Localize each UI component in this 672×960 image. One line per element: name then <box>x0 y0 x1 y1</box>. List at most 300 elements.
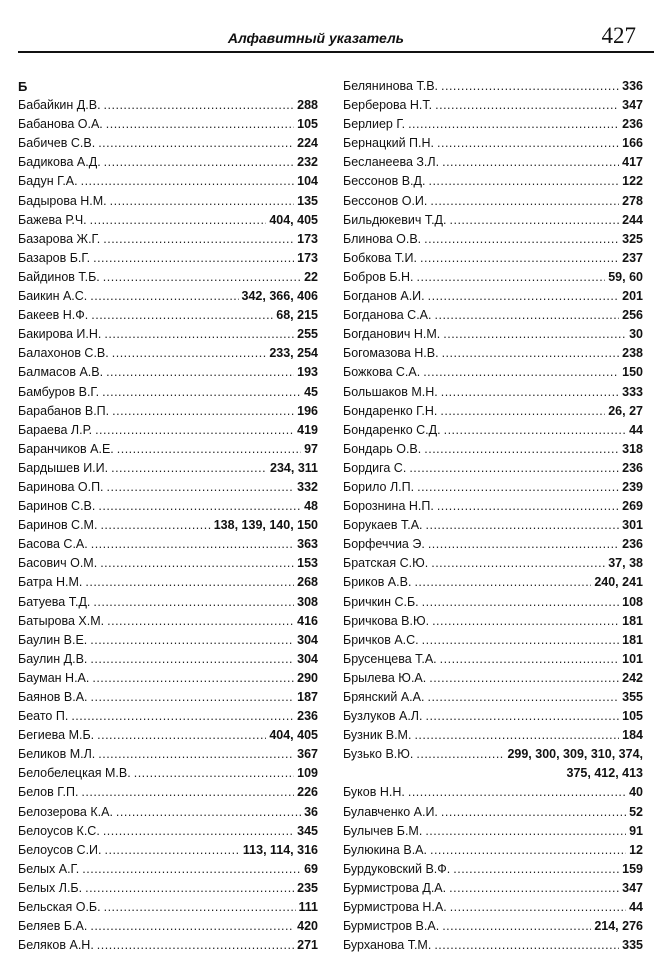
entry-name: Бакеев Н.Ф. <box>18 308 89 323</box>
dot-leader <box>134 764 294 783</box>
index-entry <box>343 860 643 879</box>
dot-leader <box>441 77 619 96</box>
index-entry <box>343 745 643 764</box>
index-column-left <box>18 77 318 955</box>
entry-pages: 226 <box>297 785 318 800</box>
dot-leader <box>93 593 294 612</box>
entry-name: Бесланеева З.Л. <box>343 155 440 170</box>
dot-leader <box>440 402 605 421</box>
index-entry <box>343 535 643 554</box>
dot-leader <box>103 230 294 249</box>
entry-name: Беляев Б.А. <box>18 919 88 934</box>
entry-name: Бобров Б.Н. <box>343 269 414 284</box>
entry-pages: 234, 311 <box>270 460 318 475</box>
dot-leader <box>427 688 619 707</box>
entry-pages: 256 <box>622 308 643 323</box>
dot-leader <box>82 860 301 879</box>
entry-pages: 101 <box>622 651 643 666</box>
index-entry <box>343 230 643 249</box>
index-entry <box>343 516 643 535</box>
entry-name: Базарова Ж.Г. <box>18 231 101 246</box>
dot-leader <box>100 554 294 573</box>
dot-leader <box>97 726 266 745</box>
dot-leader <box>98 134 294 153</box>
entry-pages: 159 <box>622 861 643 876</box>
entry-pages: 153 <box>297 556 318 571</box>
entry-pages-continuation: 375, 412, 413 <box>566 766 643 781</box>
entry-name: Баринова О.П. <box>18 479 104 494</box>
entry-name: Барабанов В.П. <box>18 403 110 418</box>
dot-leader <box>91 688 295 707</box>
entry-name: Буков Н.Н. <box>343 785 405 800</box>
entry-name: Блинова О.В. <box>343 231 422 246</box>
index-entry <box>343 383 643 402</box>
index-entry <box>18 803 318 822</box>
dot-leader <box>81 783 294 802</box>
entry-name: Бабичев С.В. <box>18 136 96 151</box>
index-entry <box>343 402 643 421</box>
entry-pages: 44 <box>629 422 643 437</box>
dot-leader <box>450 898 626 917</box>
index-entry <box>343 841 643 860</box>
entry-name: Бауман Н.А. <box>18 670 90 685</box>
entry-pages: 363 <box>297 537 318 552</box>
entry-pages: 308 <box>297 594 318 609</box>
index-entry <box>18 172 318 191</box>
entry-pages: 193 <box>297 365 318 380</box>
entry-pages: 355 <box>622 690 643 704</box>
entry-pages: 113, 114, 316 <box>242 842 318 857</box>
dot-leader <box>104 898 296 917</box>
index-entry <box>18 688 318 707</box>
index-entry <box>343 726 643 745</box>
entry-pages: 166 <box>622 136 643 151</box>
entry-name: Бабайкин Д.В. <box>18 98 101 113</box>
section-letter: Б <box>18 79 28 94</box>
entry-name: Бельская О.Б. <box>18 900 101 915</box>
index-entry <box>343 192 643 211</box>
entry-pages: 420 <box>297 919 318 934</box>
entry-name: Берберова Н.Т. <box>343 98 433 113</box>
entry-pages: 214, 276 <box>594 919 643 934</box>
entry-name: Басович О.М. <box>18 556 98 571</box>
entry-name: Батуева Т.Д. <box>18 594 91 609</box>
entry-pages: 181 <box>622 613 643 628</box>
index-entry <box>343 554 643 573</box>
entry-pages: 325 <box>622 231 643 246</box>
entry-name: Бузько В.Ю. <box>343 747 414 762</box>
dot-leader <box>106 115 294 134</box>
entry-name: Бурмистров В.А. <box>343 919 440 934</box>
index-entry <box>343 573 643 592</box>
dot-leader <box>105 841 240 860</box>
dot-leader <box>449 879 619 898</box>
index-entry <box>18 383 318 402</box>
dot-leader <box>417 268 606 287</box>
entry-name: Бордига С. <box>343 460 407 475</box>
entry-name: Бадун Г.А. <box>18 174 78 189</box>
entry-pages: 236 <box>622 117 643 132</box>
index-entry <box>343 497 643 516</box>
entry-pages: 181 <box>622 632 643 647</box>
entry-name: Бондарь О.В. <box>343 441 422 456</box>
index-entry <box>18 363 318 382</box>
dot-leader <box>100 516 210 535</box>
entry-pages: 22 <box>304 269 318 284</box>
entry-name: Булычев Б.М. <box>343 823 423 838</box>
dot-leader <box>110 192 294 211</box>
dot-leader <box>417 478 619 497</box>
dot-leader <box>437 497 619 516</box>
entry-pages: 237 <box>622 250 643 265</box>
entry-name: Бурмистрова Д.А. <box>343 880 447 895</box>
entry-pages: 105 <box>297 117 318 132</box>
dot-leader <box>425 822 626 841</box>
dot-leader <box>71 707 294 726</box>
dot-leader <box>116 803 301 822</box>
dot-leader <box>453 860 619 879</box>
entry-pages: 135 <box>297 193 318 208</box>
dot-leader <box>428 172 619 191</box>
entry-name: Бегиева М.Б. <box>18 728 95 743</box>
entry-pages: 304 <box>297 651 318 666</box>
dot-leader <box>97 936 294 955</box>
dot-leader <box>90 631 294 650</box>
entry-name: Баулин В.Е. <box>18 632 88 647</box>
dot-leader <box>414 726 619 745</box>
dot-leader <box>85 573 294 592</box>
entry-name: Бурдуковский В.Ф. <box>343 861 451 876</box>
entry-name: Белянинова Т.В. <box>343 79 439 93</box>
entry-name: Бараева Л.Р. <box>18 422 93 437</box>
index-entry <box>18 440 318 459</box>
dot-leader <box>422 593 619 612</box>
entry-name: Бондаренко Г.Н. <box>343 403 438 418</box>
index-entry <box>18 783 318 802</box>
entry-name: Борукаев Т.А. <box>343 518 423 533</box>
index-entry <box>343 631 643 650</box>
entry-pages: 335 <box>622 938 643 953</box>
entry-pages: 68, 215 <box>276 308 318 323</box>
index-entry <box>343 172 643 191</box>
dot-leader <box>117 440 301 459</box>
index-entry <box>18 764 318 783</box>
dot-leader <box>408 783 626 802</box>
entry-pages: 404, 405 <box>269 728 318 743</box>
dot-leader <box>103 268 301 287</box>
entry-pages: 336 <box>622 79 643 93</box>
index-entry <box>343 459 643 478</box>
index-entry <box>343 287 643 306</box>
index-entry <box>343 211 643 230</box>
entry-pages: 288 <box>297 98 318 113</box>
entry-name: Батра Н.М. <box>18 575 83 590</box>
entry-name: Батырова Х.М. <box>18 613 105 628</box>
dot-leader <box>437 134 619 153</box>
index-entry <box>343 344 643 363</box>
index-entry <box>18 459 318 478</box>
index-entry <box>18 879 318 898</box>
entry-name: Бричкин С.Б. <box>343 594 419 609</box>
entry-name: Баулин Д.В. <box>18 651 88 666</box>
entry-pages: 233, 254 <box>269 346 318 361</box>
entry-pages: 232 <box>297 155 318 170</box>
index-entry <box>18 898 318 917</box>
entry-name: Балмасов А.В. <box>18 365 104 380</box>
entry-pages: 69 <box>304 861 318 876</box>
entry-name: Борило Л.П. <box>343 479 415 494</box>
entry-pages: 111 <box>298 900 318 915</box>
entry-name: Бадырова Н.М. <box>18 193 107 208</box>
index-entry <box>18 535 318 554</box>
entry-pages: 48 <box>304 499 318 514</box>
entry-pages: 59, 60 <box>608 269 643 284</box>
entry-pages: 238 <box>622 346 643 361</box>
dot-leader <box>420 249 619 268</box>
entry-name: Бриков А.В. <box>343 575 412 590</box>
index-entry <box>18 650 318 669</box>
entry-name: Басова С.А. <box>18 537 88 552</box>
entry-pages: 97 <box>304 441 318 456</box>
index-entry <box>18 612 318 631</box>
entry-name: Беликов М.Л. <box>18 747 96 762</box>
index-entry <box>18 745 318 764</box>
entry-name: Богданович Н.М. <box>343 327 441 342</box>
dot-leader <box>440 650 619 669</box>
index-entry <box>343 803 643 822</box>
index-entry-continuation <box>343 764 643 783</box>
dot-leader <box>93 249 294 268</box>
index-entry <box>18 841 318 860</box>
entry-name: Бамбуров В.Г. <box>18 384 100 399</box>
entry-pages: 52 <box>629 804 643 819</box>
index-entry <box>18 230 318 249</box>
entry-pages: 105 <box>622 709 643 724</box>
index-entry <box>18 306 318 325</box>
entry-pages: 45 <box>304 384 318 399</box>
entry-pages: 201 <box>622 289 643 304</box>
dot-leader <box>85 879 294 898</box>
index-entry <box>343 421 643 440</box>
dot-leader <box>444 421 627 440</box>
entry-name: Бузлуков А.Л. <box>343 709 423 724</box>
entry-name: Бессонов О.И. <box>343 193 428 208</box>
entry-pages: 268 <box>297 575 318 590</box>
entry-name: Белозерова К.А. <box>18 804 113 819</box>
entry-pages: 36 <box>304 804 318 819</box>
index-entry <box>343 612 643 631</box>
entry-name: Бажева Р.Ч. <box>18 212 87 227</box>
entry-name: Братская С.Ю. <box>343 556 429 571</box>
dot-leader <box>104 153 294 172</box>
index-entry <box>343 268 643 287</box>
entry-name: Брусенцева Т.А. <box>343 651 437 666</box>
index-entry <box>343 96 643 115</box>
entry-pages: 40 <box>629 785 643 800</box>
entry-name: Бобкова Т.И. <box>343 250 417 265</box>
entry-name: Бадикова А.Д. <box>18 155 101 170</box>
entry-name: Бессонов В.Д. <box>343 174 426 189</box>
dot-leader <box>441 803 626 822</box>
entry-pages: 196 <box>297 403 318 418</box>
dot-leader <box>430 192 619 211</box>
dot-leader <box>98 745 294 764</box>
index-entry <box>18 554 318 573</box>
dot-leader <box>442 153 619 172</box>
entry-pages: 30 <box>629 327 643 342</box>
dot-leader <box>92 669 294 688</box>
dot-leader <box>442 917 591 936</box>
index-entry <box>18 707 318 726</box>
dot-leader <box>429 669 619 688</box>
entry-name: Белобелецкая М.В. <box>18 766 131 781</box>
index-entry <box>18 631 318 650</box>
dot-leader <box>95 421 294 440</box>
index-entry <box>343 688 643 707</box>
dot-leader <box>107 478 295 497</box>
dot-leader <box>104 96 295 115</box>
entry-pages: 187 <box>297 690 318 704</box>
entry-name: Богданов А.И. <box>343 289 425 304</box>
entry-name: Бильдюкевич Т.Д. <box>343 212 447 227</box>
entry-name: Базаров Б.Г. <box>18 250 91 265</box>
entry-pages: 108 <box>622 594 643 609</box>
entry-pages: 347 <box>622 98 643 113</box>
entry-name: Брылева Ю.А. <box>343 670 427 685</box>
entry-name: Борознина Н.П. <box>343 499 434 514</box>
dot-leader <box>428 287 620 306</box>
entry-name: Баянов В.А. <box>18 690 88 704</box>
entry-pages: 318 <box>622 441 643 456</box>
dot-leader <box>91 535 294 554</box>
index-entry <box>18 211 318 230</box>
dot-leader <box>111 459 267 478</box>
dot-leader <box>112 402 294 421</box>
dot-leader <box>422 631 620 650</box>
index-entry <box>18 153 318 172</box>
entry-pages: 37, 38 <box>608 556 643 571</box>
page-number: 427 <box>601 23 636 48</box>
entry-name: Берлиер Г. <box>343 117 406 132</box>
entry-name: Белоусов К.С. <box>18 823 100 838</box>
dot-leader <box>91 306 273 325</box>
dot-leader <box>90 650 294 669</box>
entry-pages: 104 <box>297 174 318 189</box>
running-title: Алфавитный указатель <box>227 30 404 46</box>
dot-leader <box>435 306 620 325</box>
entry-pages: 224 <box>297 136 318 151</box>
dot-leader <box>432 612 619 631</box>
index-entry <box>18 325 318 344</box>
entry-name: Бакирова И.Н. <box>18 327 102 342</box>
index-entry <box>343 707 643 726</box>
entry-pages: 416 <box>297 613 318 628</box>
dot-leader <box>103 822 294 841</box>
entry-pages: 367 <box>297 747 318 762</box>
index-entry <box>18 573 318 592</box>
index-entry <box>18 96 318 115</box>
entry-pages: 91 <box>629 823 643 838</box>
entry-pages: 347 <box>622 880 643 895</box>
dot-leader <box>98 497 301 516</box>
entry-name: Белых А.Г. <box>18 861 80 876</box>
entry-pages: 236 <box>297 709 318 724</box>
entry-pages: 269 <box>622 499 643 514</box>
index-entry <box>18 115 318 134</box>
entry-name: Бузник В.М. <box>343 728 412 743</box>
entry-name: Белов Г.П. <box>18 785 79 800</box>
entry-pages: 109 <box>297 766 318 781</box>
entry-pages: 301 <box>622 518 643 533</box>
entry-name: Бричков А.С. <box>343 632 419 647</box>
index-entry <box>18 936 318 955</box>
dot-leader <box>423 363 619 382</box>
index-entry <box>343 593 643 612</box>
index-entry <box>343 440 643 459</box>
index-entry <box>18 249 318 268</box>
dot-leader <box>425 707 619 726</box>
dot-leader <box>426 516 620 535</box>
entry-pages: 173 <box>297 250 318 265</box>
dot-leader <box>81 172 295 191</box>
entry-name: Борфеччиа Э. <box>343 537 425 552</box>
index-entry <box>343 153 643 172</box>
entry-pages: 173 <box>297 231 318 246</box>
entry-name: Баринов С.В. <box>18 499 96 514</box>
entry-pages: 26, 27 <box>608 403 643 418</box>
dot-leader <box>441 383 619 402</box>
entry-name: Булюкина В.А. <box>343 842 427 857</box>
dot-leader <box>424 230 619 249</box>
entry-name: Баранчиков А.Е. <box>18 441 114 456</box>
entry-name: Брянский А.А. <box>343 690 425 704</box>
index-entry <box>343 134 643 153</box>
entry-name: Бабанова О.А. <box>18 117 103 132</box>
entry-name: Бернацкий П.Н. <box>343 136 434 151</box>
entry-name: Бурханова Т.М. <box>343 938 432 953</box>
dot-leader <box>414 573 591 592</box>
index-entry <box>18 917 318 936</box>
dot-leader <box>428 535 619 554</box>
entry-name: Бурмистрова Н.А. <box>343 900 447 915</box>
entry-pages: 290 <box>297 670 318 685</box>
header-rule <box>18 51 654 53</box>
entry-pages: 304 <box>297 632 318 647</box>
entry-pages: 235 <box>297 880 318 895</box>
entry-pages: 184 <box>622 728 643 743</box>
index-entry <box>18 478 318 497</box>
dot-leader <box>104 325 294 344</box>
index-entry <box>18 822 318 841</box>
dot-leader <box>434 936 619 955</box>
index-entry <box>18 192 318 211</box>
dot-leader <box>424 440 619 459</box>
entry-pages: 332 <box>297 479 318 494</box>
index-entry <box>18 421 318 440</box>
index-entry <box>343 669 643 688</box>
entry-pages: 122 <box>622 174 643 189</box>
entry-name: Бричкова В.Ю. <box>343 613 430 628</box>
index-entry <box>18 402 318 421</box>
dot-leader <box>90 287 238 306</box>
index-entry <box>18 860 318 879</box>
entry-pages: 255 <box>297 327 318 342</box>
entry-pages: 271 <box>297 938 318 953</box>
entry-name: Белых Л.Б. <box>18 880 83 895</box>
index-entry <box>343 478 643 497</box>
entry-pages: 278 <box>622 193 643 208</box>
dot-leader <box>90 211 267 230</box>
